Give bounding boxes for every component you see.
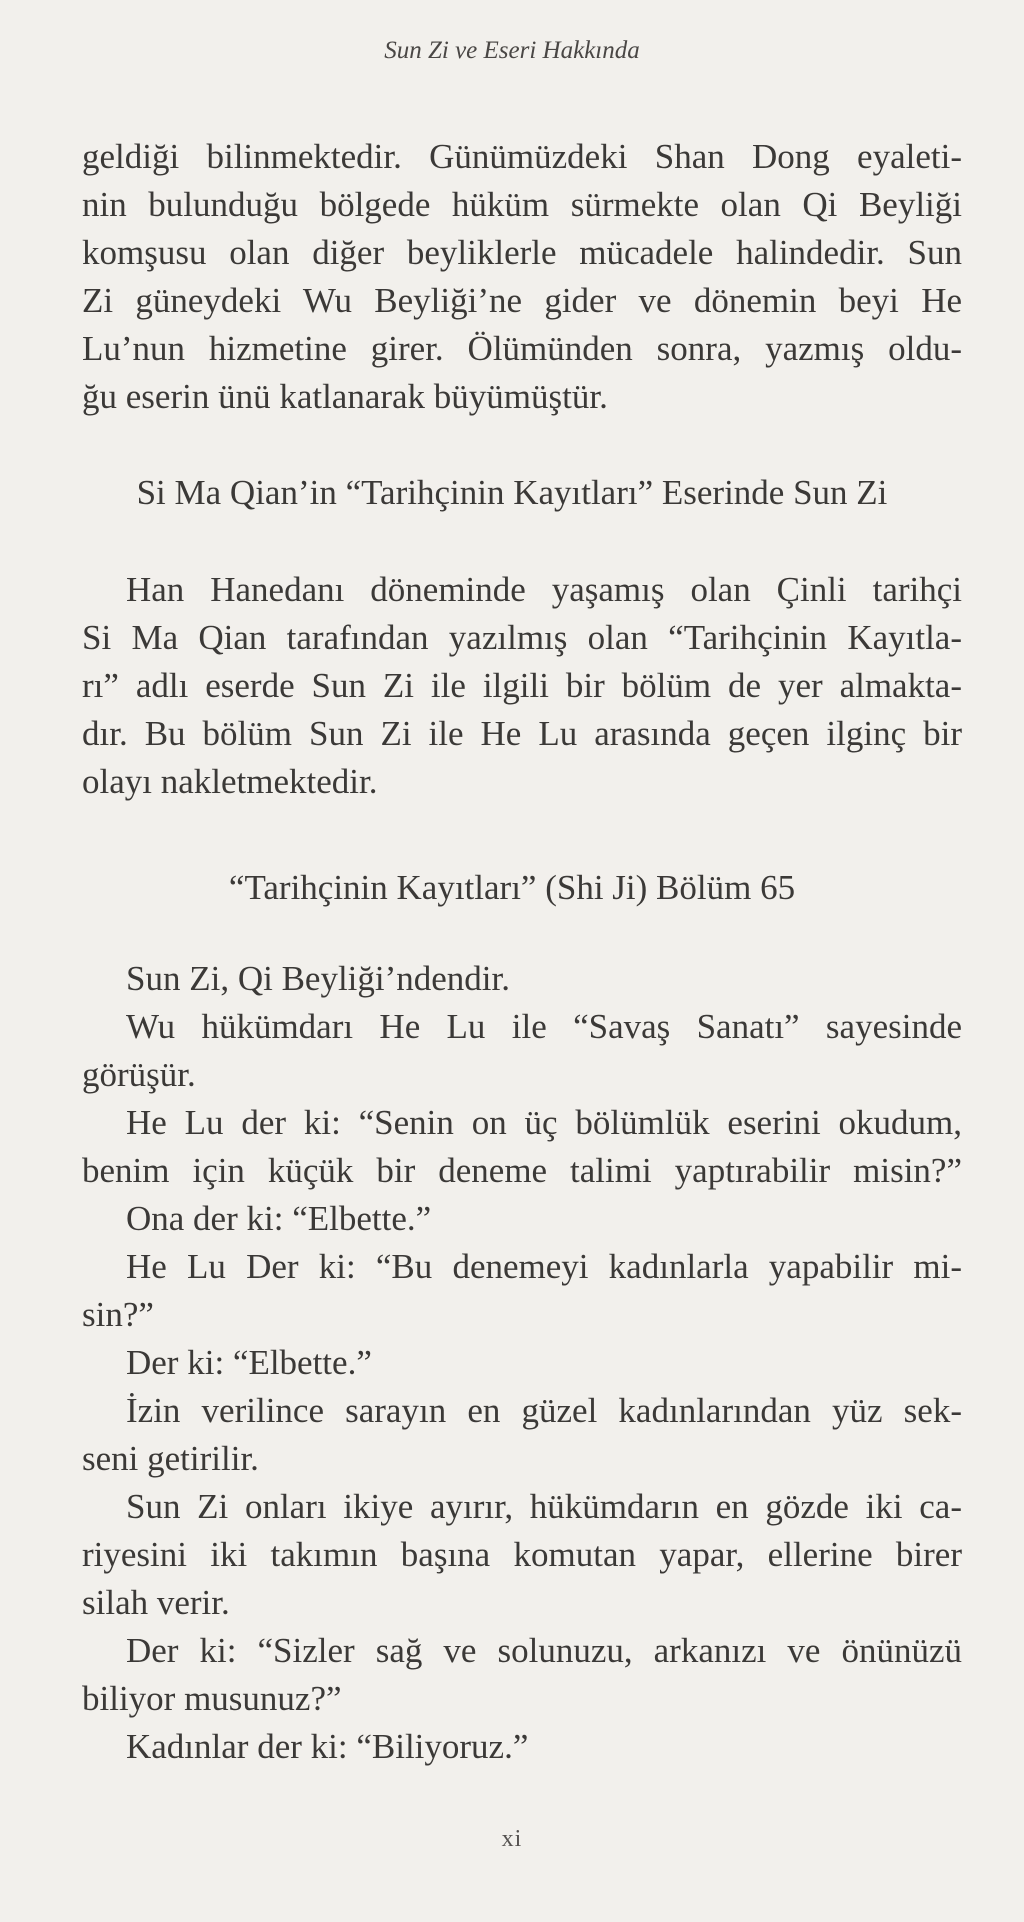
text-line: geldiği bilinmektedir. Günümüzdeki Shan Dong eyaleti- bbox=[82, 137, 962, 176]
text-line: Si Ma Qian tarafından yazılmış olan “Tarihçinin Kayıtla- bbox=[82, 618, 962, 657]
text-line: He Lu der ki: “Senin on üç bölümlük eserini okudum, bbox=[126, 1103, 962, 1142]
text-line: Sun Zi onları ikiye ayırır, hükümdarın en gözde iki ca- bbox=[126, 1487, 962, 1526]
text-line: silah verir. bbox=[82, 1583, 230, 1622]
text-line: benim için küçük bir deneme talimi yaptırabilir misin?” bbox=[82, 1151, 962, 1190]
text-line: Der ki: “Elbette.” bbox=[126, 1343, 372, 1382]
text-line: biliyor musunuz?” bbox=[82, 1679, 342, 1718]
text-line: Han Hanedanı döneminde yaşamış olan Çinli tarihçi bbox=[126, 570, 962, 609]
text-line: Sun Zi, Qi Beyliği’ndendir. bbox=[126, 959, 511, 998]
text-line: ğu eserin ünü katlanarak büyümüştür. bbox=[82, 377, 608, 416]
section-heading: “Tarihçinin Kayıtları” (Shi Ji) Bölüm 65 bbox=[228, 868, 796, 907]
text-line: Ona der ki: “Elbette.” bbox=[126, 1199, 432, 1238]
running-head: Sun Zi ve Eseri Hakkında bbox=[384, 37, 640, 64]
text-line: görüşür. bbox=[82, 1055, 196, 1094]
text-line: Zi güneydeki Wu Beyliği’ne gider ve dönemin beyi He bbox=[82, 281, 962, 320]
text-line: dır. Bu bölüm Sun Zi ile He Lu arasında geçen ilginç bir bbox=[82, 714, 962, 753]
text-line: olayı nakletmektedir. bbox=[82, 762, 378, 801]
text-line: Lu’nun hizmetine girer. Ölümünden sonra, yazmış oldu- bbox=[82, 329, 962, 368]
text-line: nin bulunduğu bölgede hüküm sürmekte olan Qi Beyliği bbox=[82, 185, 962, 224]
text-line: İzin verilince sarayın en güzel kadınlarından yüz sek- bbox=[126, 1391, 962, 1430]
text-line: sin?” bbox=[82, 1295, 154, 1334]
text-line: Der ki: “Sizler sağ ve solunuzu, arkanızı ve önünüzü bbox=[126, 1631, 962, 1670]
text-line: He Lu Der ki: “Bu denemeyi kadınlarla yapabilir mi- bbox=[126, 1247, 962, 1286]
text-line: komşusu olan diğer beyliklerle mücadele halindedir. Sun bbox=[82, 233, 962, 272]
text-line: Kadınlar der ki: “Biliyoruz.” bbox=[126, 1727, 529, 1766]
text-line: rı” adlı eserde Sun Zi ile ilgili bir bölüm de yer almakta- bbox=[82, 666, 962, 705]
page-number: xi bbox=[501, 1826, 523, 1852]
text-line: seni getirilir. bbox=[82, 1439, 259, 1478]
text-line: riyesini iki takımın başına komutan yapar, ellerine birer bbox=[82, 1535, 962, 1574]
text-line: Wu hükümdarı He Lu ile “Savaş Sanatı” sayesinde bbox=[126, 1007, 962, 1046]
section-heading: Si Ma Qian’in “Tarihçinin Kayıtları” Eserinde Sun Zi bbox=[136, 473, 888, 512]
